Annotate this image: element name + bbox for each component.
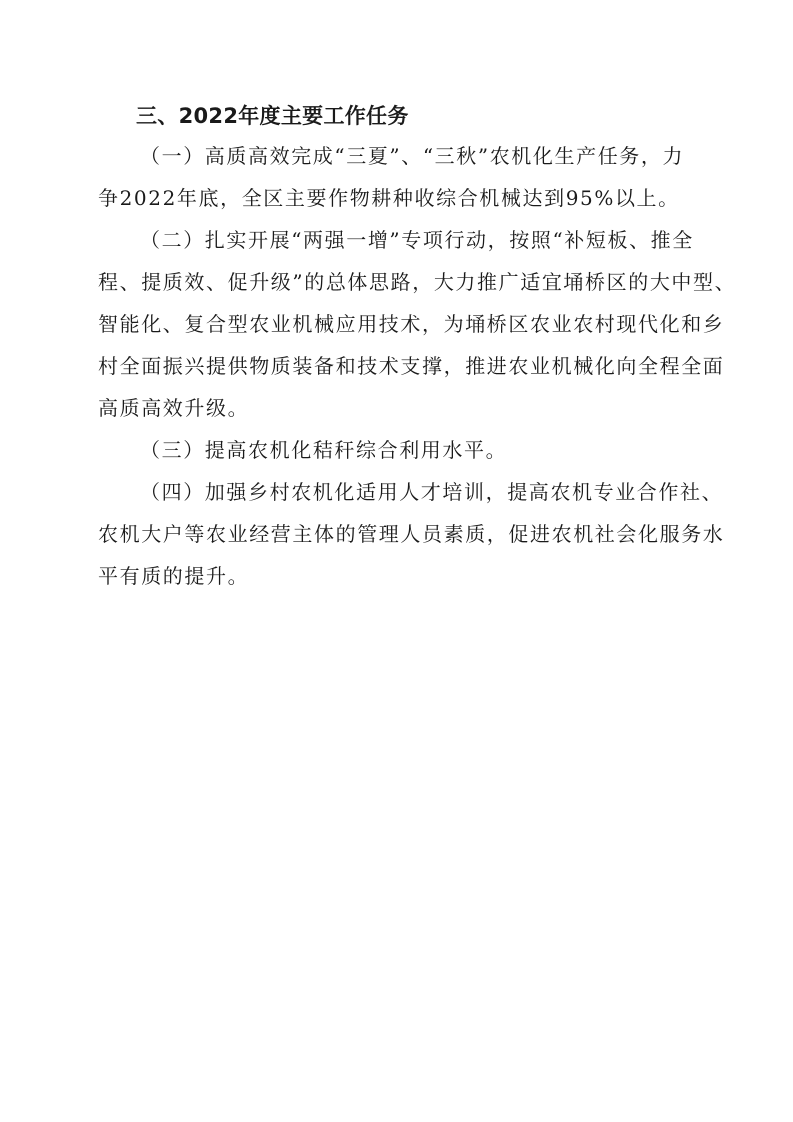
paragraph-line: （三）提高农机化秸秆综合利用水平。: [140, 438, 508, 462]
paragraph-line: 智能化、复合型农业机械应用技术，为埇桥区农业农村现代化和乡: [98, 312, 725, 336]
paragraph-line: （一）高质高效完成“三夏”、“三秋”农机化生产任务，力: [140, 144, 685, 168]
paragraph-line: （二）扎实开展“两强一增”专项行动，按照“补短板、推全: [140, 228, 694, 252]
paragraph-line: 高质高效升级。: [98, 396, 250, 420]
paragraph-line: 平有质的提升。: [98, 564, 250, 588]
paragraph-line: （四）加强乡村农机化适用人才培训，提高农机专业合作社、: [140, 480, 724, 504]
paragraph-line: 争2022年底，全区主要作物耕种收综合机械达到95%以上。: [98, 186, 680, 210]
paragraph-4: [98, 471, 725, 597]
paragraph-3: [98, 429, 708, 471]
paragraph-line: 农机大户等农业经营主体的管理人员素质，促进农机社会化服务水: [98, 522, 725, 546]
paragraph-1: [98, 135, 708, 219]
paragraph-line: 程、提质效、促升级”的总体思路，大力推广适宜埇桥区的大中型、: [98, 270, 737, 294]
paragraph-2: [98, 219, 737, 429]
paragraph-line: 村全面振兴提供物质装备和技术支撑，推进农业机械化向全程全面: [98, 354, 725, 378]
document-body: [98, 97, 737, 597]
section-heading: 三、2022年度主要工作任务: [136, 104, 409, 128]
